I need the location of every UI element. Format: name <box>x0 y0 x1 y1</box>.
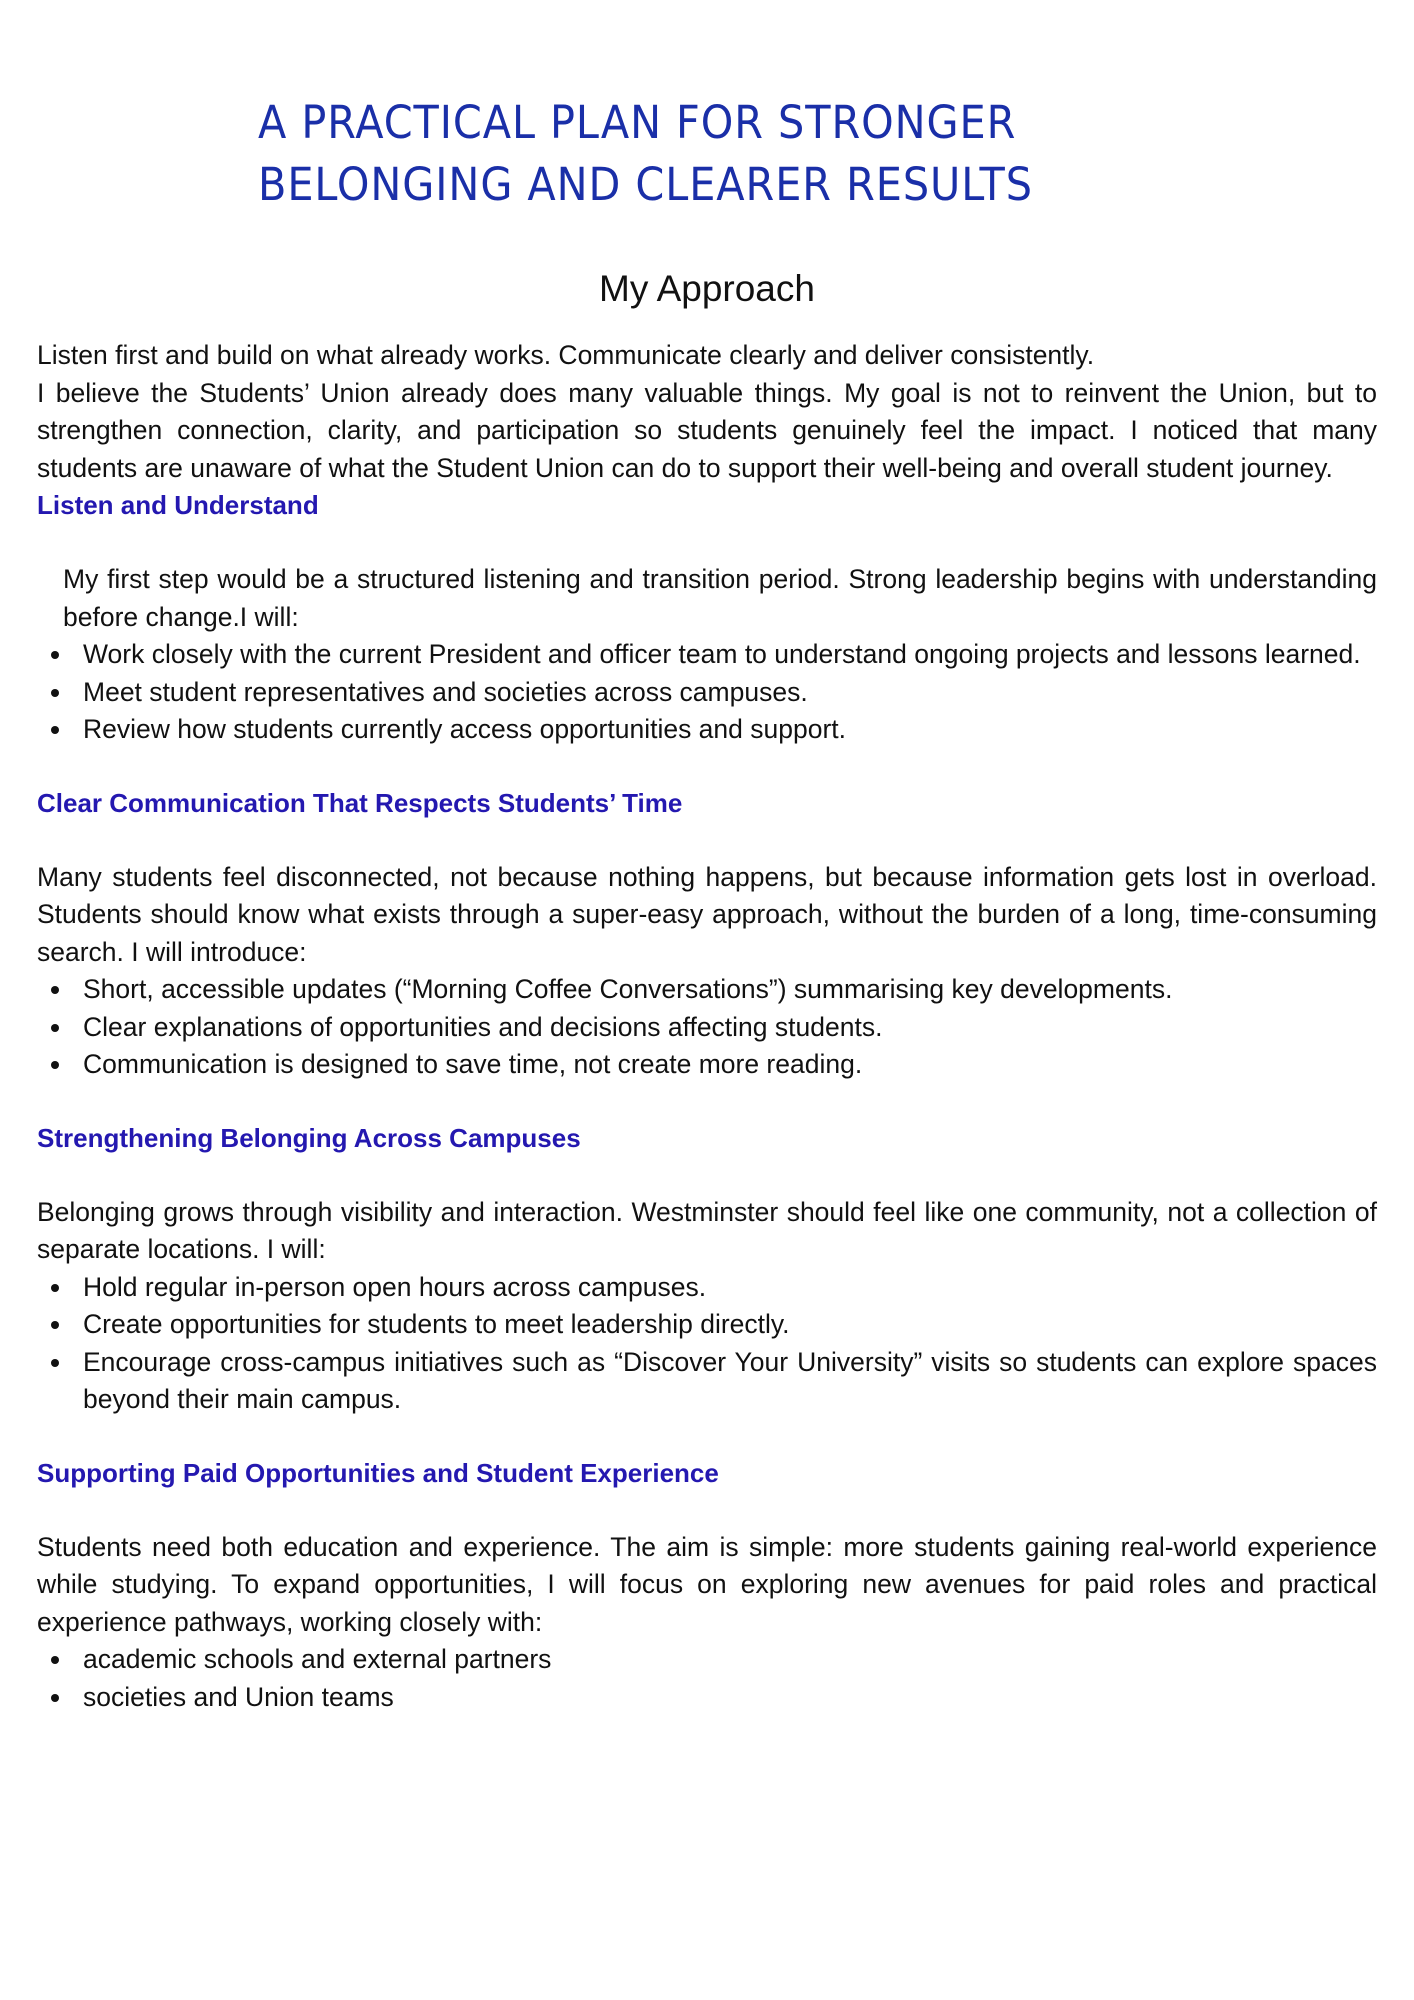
section-paragraph: Many students feel disconnected, not because nothing happens, but because information gets lost in overload. Students should know what exists through a super-easy approach, without the burden of a long, time-consuming search. I will introduce: <box>37 861 1377 967</box>
section-paid-opportunities <box>37 1455 1377 1717</box>
section-heading: Supporting Paid Opportunities and Student Experience <box>37 1457 719 1488</box>
section-paragraph: Students need both education and experience. The aim is simple: more students gaining real-world experience while studying. To expand opportunities, I will focus on exploring new avenues for paid roles and practical experience pathways, working closely with: <box>37 1531 1377 1637</box>
approach-heading: My Approach <box>599 268 815 309</box>
section-heading: Listen and Understand <box>37 490 319 520</box>
section-heading: Clear Communication That Respects Students’ Time <box>37 787 683 818</box>
section-heading: Strengthening Belonging Across Campuses <box>37 1122 581 1153</box>
section-paragraph: Belonging grows through visibility and interaction. Westminster should feel like one community, not a collection of separate locations. I will: <box>37 1196 1377 1264</box>
bullet-item: Create opportunities for students to meet leadership directly. <box>37 1306 1377 1344</box>
bullet-list <box>37 636 1377 749</box>
bullet-item: Hold regular in-person open hours across campuses. <box>37 1269 1377 1307</box>
bullet-item: Clear explanations of opportunities and decisions affecting students. <box>37 1009 1377 1047</box>
bullet-item: societies and Union teams <box>37 1679 1377 1717</box>
document-title-line-2: BELONGING AND CLEARER RESULTS <box>258 158 1033 211</box>
section-clear-communication <box>37 785 1377 1084</box>
approach-tagline: Listen first and build on what already works. Communicate clearly and deliver consistently. <box>37 340 1095 370</box>
bullet-item: academic schools and external partners <box>37 1641 1377 1679</box>
bullet-item: Review how students currently access opportunities and support. <box>37 711 1377 749</box>
document-title <box>258 92 1033 216</box>
bullet-list <box>37 971 1377 1084</box>
section-strengthening-belonging <box>37 1120 1377 1419</box>
section-paragraph: My first step would be a structured listening and transition period. Strong leadership begins with understanding before change.I will: <box>63 564 1377 632</box>
section-listen-and-understand <box>37 487 1377 749</box>
document-body <box>37 337 1377 1716</box>
bullet-list <box>37 1269 1377 1419</box>
bullet-item: Work closely with the current President and officer team to understand ongoing projects and lessons learned. <box>37 636 1377 674</box>
bullet-item: Communication is designed to save time, not create more reading. <box>37 1046 1377 1084</box>
bullet-list <box>37 1641 1377 1716</box>
bullet-item: Encourage cross-campus initiatives such as “Discover Your University” visits so students can explore spaces beyond their main campus. <box>37 1344 1377 1419</box>
document-title-line-1: A PRACTICAL PLAN FOR STRONGER <box>258 96 1017 149</box>
bullet-item: Short, accessible updates (“Morning Coffee Conversations”) summarising key developments. <box>37 971 1377 1009</box>
approach-intro-paragraph: I believe the Students’ Union already does many valuable things. My goal is not to reinvent the Union, but to strengthen connection, clarity, and participation so students genuinely feel the impact. I noticed that many students are unaware of what the Student Union can do to support their well-being and overall student journey. <box>37 377 1377 483</box>
bullet-item: Meet student representatives and societies across campuses. <box>37 674 1377 712</box>
